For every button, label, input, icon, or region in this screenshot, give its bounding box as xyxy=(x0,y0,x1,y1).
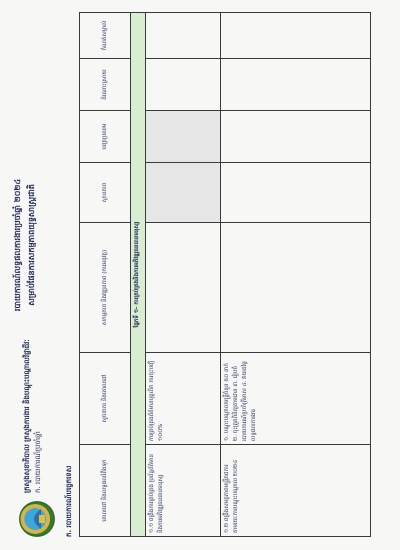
challenge-cell xyxy=(146,111,221,163)
emblem-icon xyxy=(19,501,55,537)
table-row xyxy=(221,13,371,537)
report-title xyxy=(11,95,39,395)
status-cell xyxy=(221,163,371,223)
section-row xyxy=(131,13,146,537)
ministry-name: ក្រសួងសុខាភិបាល ក្រសួងការងារ និងបណ្តុះបណ្តាលវិជ្ជាជីវៈ xyxy=(23,339,31,493)
rotated-document xyxy=(5,5,395,545)
solution-cell xyxy=(221,59,371,111)
goal-cell: ១.២ ពង្រឹងសមត្ថភាពមន្ត្រីរាជការ តាមរយៈការបណ្តុះបណ្តាល ២០២៤ xyxy=(221,445,371,537)
title-line-1: របាយការណ៍លទ្ធផលការងារប្រចាំឆ្នាំ ២០២៤ xyxy=(13,178,22,312)
solution-cell xyxy=(146,59,221,111)
col-header: បញ្ហាប្រឈម xyxy=(80,111,131,163)
table-header-row xyxy=(80,13,131,537)
table-row xyxy=(146,13,221,537)
col-header: សកម្មភាព និងវឌ្ឍនភាព (ការអនុវត្ត) xyxy=(80,223,131,353)
note-cell xyxy=(221,13,371,59)
col-header: កំណត់សម្គាល់ xyxy=(80,13,131,59)
document-header xyxy=(5,5,65,545)
col-header: សូចនាករ និងគោលដៅ xyxy=(80,353,131,445)
department-name: ក. របាយការណ៍ប្រចាំឆ្នាំ xyxy=(34,431,42,493)
report-table xyxy=(79,12,371,537)
note-cell xyxy=(146,13,221,59)
goal-cell: ១.១ ពង្រឹងការគ្រប់គ្រង ប្រព័ន្ធព័ត៌មាន និងការអភិវឌ្ឍធនធានមនុស្ស xyxy=(146,445,221,537)
activity-cell xyxy=(221,223,371,353)
title-line-2: សម្រាប់ផែនការសកម្មភាពយុទ្ធសាស្ត្រជាតិ xyxy=(27,184,36,306)
challenge-cell xyxy=(221,111,371,163)
indicator-cell: ការគ្រប់គ្រងព័ត៌មានបុគ្គលិក ការចុះបញ្ជី ១០០% xyxy=(146,353,221,445)
ministry-logo xyxy=(19,501,55,537)
section-heading: ក. របាយការណ៍បច្ចេកទេស xyxy=(65,465,73,537)
col-header: ដំណោះស្រាយ xyxy=(80,59,131,111)
section-label: ផ្នែកទី ១- ការគ្រប់គ្រងនិងការអភិវឌ្ឍធនធានមនុស្ស xyxy=(131,13,146,537)
activity-cell xyxy=(146,223,221,353)
col-header: ស្ថានភាព xyxy=(80,163,131,223)
status-cell xyxy=(146,163,221,223)
col-header: គោលដៅ និងលទ្ធផលរំពឹងទុក xyxy=(80,445,131,537)
indicator-cell: ១. បណ្តុះបណ្តាលមន្ត្រីចំនួន ៥០ នាក់ ២. ចុះត្រួតពិនិត្យតាមដាន ៣. រៀបចំរបាយការណ៍ប្រចាំត្រីមាស ៤. វាយតម្លៃលទ្ធផលការងារ xyxy=(221,353,371,445)
